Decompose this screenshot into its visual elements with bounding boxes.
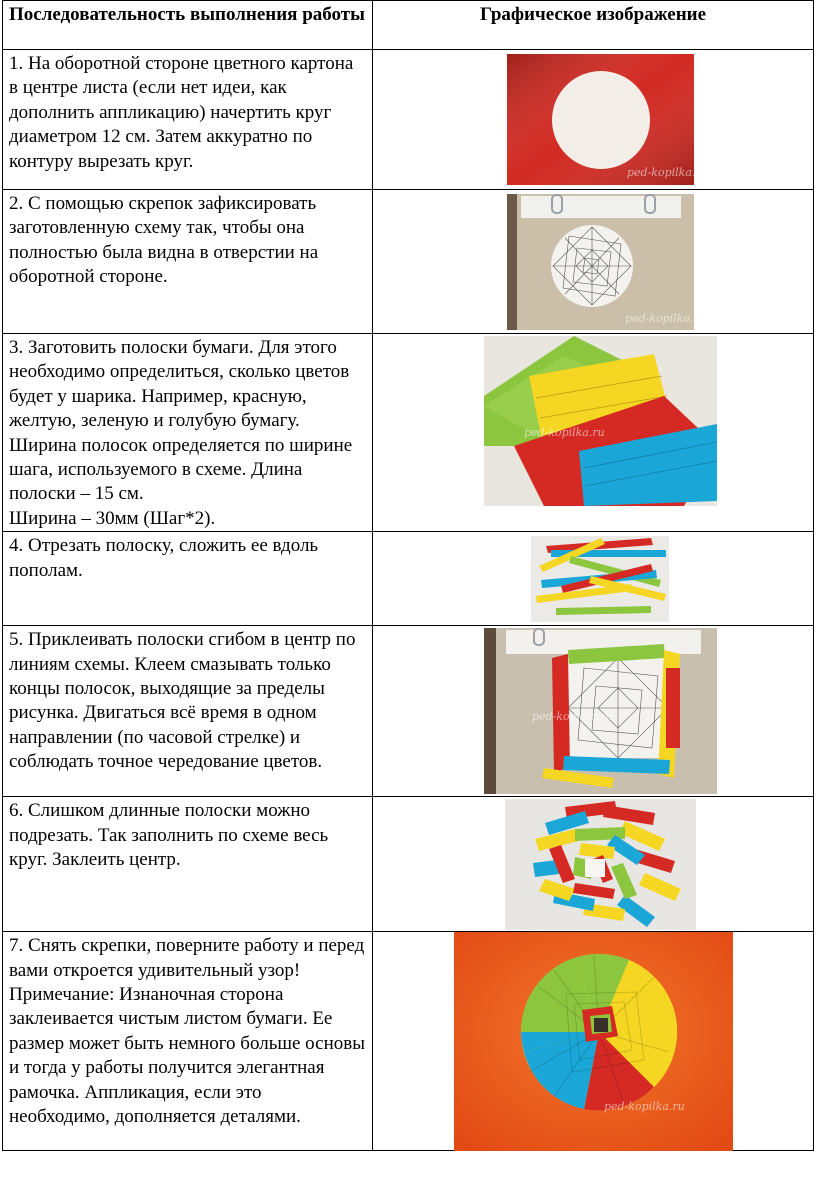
steps-table	[2, 0, 814, 1151]
step-1-text: 1. На оборотной стороне цветного картона в центре листа (если нет идеи, как дополнить аппликацию) начертить круг диаметром 12 см. Затем аккуратно по контуру вырезать круг.	[9, 53, 354, 172]
watermark-text: ped-kopilka.ru	[627, 166, 708, 179]
step-6-image-cell	[373, 797, 814, 932]
strips-glued-frame-photo	[484, 628, 717, 794]
step-5-text: 5. Приклеивать полоски сгибом в центр по линиям схемы. Клеем смазывать только концы полосок, выходящие за пределы рисунка. Двигаться всё время в одном направлении (по часовой стрелке) и соблюдать точное чередование цветов.	[9, 629, 356, 773]
table-row	[3, 190, 814, 334]
step-6-text-cell	[3, 797, 373, 932]
step-1-text-cell	[3, 50, 373, 190]
scheme-clipped-photo	[507, 194, 706, 330]
table-row	[3, 532, 814, 626]
step-2-image-cell	[373, 190, 814, 334]
step-6-text: 6. Слишком длинные полоски можно подрезать. Так заполнить по схеме весь круг. Заклеить центр.	[9, 800, 329, 871]
table-header-row	[3, 1, 814, 50]
step-3-text-cell	[3, 334, 373, 532]
filled-circle-strips-photo	[505, 799, 696, 930]
header-steps: Последовательность выполнения работы	[3, 1, 373, 50]
red-card-with-circle-photo	[507, 54, 708, 185]
step-5-text-cell	[3, 626, 373, 797]
finished-iris-folding-photo	[454, 932, 733, 1151]
colored-paper-sheets-photo	[484, 336, 717, 506]
step-7-text-cell	[3, 932, 373, 1151]
table-row	[3, 334, 814, 532]
watermark-text: ped-kopilka.ru	[532, 710, 613, 724]
step-3-image-cell	[373, 334, 814, 532]
table-row	[3, 626, 814, 797]
step-7-image-cell	[373, 932, 814, 1151]
step-3-text: 3. Заготовить полоски бумаги. Для этого необходимо определиться, сколько цветов будет у шарика. Например, красную, желтую, зеленую и голубую бумагу. Ширина полосок определяется по ширине шага, используемого в схеме. Длина полоски – 15 см. Ширина – 30мм (Шаг*2).	[9, 337, 353, 529]
table-row	[3, 797, 814, 932]
step-4-text: 4. Отрезать полоску, сложить ее вдоль пополам.	[9, 535, 319, 581]
step-5-image-cell	[373, 626, 814, 797]
step-4-text-cell	[3, 532, 373, 626]
step-4-image-cell	[373, 532, 814, 626]
watermark-text: ped-kopilka.ru	[604, 1100, 685, 1114]
watermark-text: ped-kopilka.ru	[524, 426, 605, 439]
header-image: Графическое изображение	[373, 1, 814, 50]
step-7-text: 7. Снять скрепки, поверните работу и перед вами откроется удивительный узор! Примечание: Изнаночная сторона заклеивается чистым листом бумаги. Ее размер может быть немного больше основы и тогда у работы получится элегантная рамочка. Аппликация, если это необходимо, дополняется деталями.	[9, 935, 365, 1128]
watermark-text: ped-kopilka.ru	[625, 312, 706, 325]
step-1-image-cell	[373, 50, 814, 190]
step-2-text-cell	[3, 190, 373, 334]
folded-strips-photo	[531, 536, 669, 622]
table-row	[3, 932, 814, 1151]
step-2-text: 2. С помощью скрепок зафиксировать заготовленную схему так, чтобы она полностью была видна в отверстии на оборотной стороне.	[9, 193, 319, 288]
table-row	[3, 50, 814, 190]
